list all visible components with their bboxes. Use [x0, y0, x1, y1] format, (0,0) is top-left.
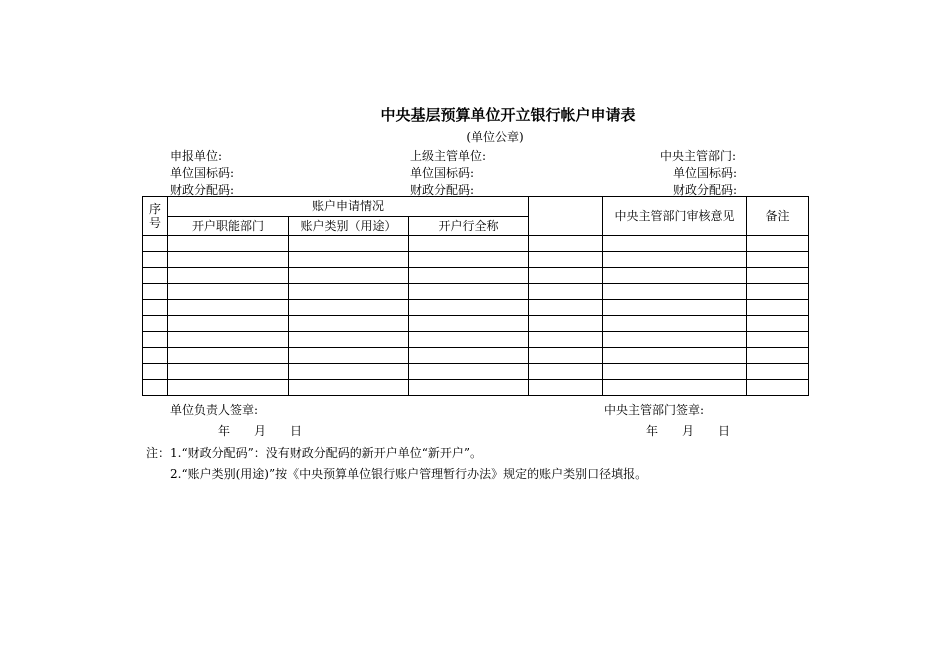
table-cell[interactable]	[289, 332, 409, 348]
date-right: 年 月 日	[646, 424, 731, 438]
table-cell[interactable]	[289, 364, 409, 380]
central-review-header: 中央主管部门审核意见	[603, 197, 747, 236]
table-cell[interactable]	[143, 316, 168, 332]
table-cell[interactable]	[409, 332, 529, 348]
table-row	[143, 380, 809, 396]
blank-header	[529, 197, 603, 236]
table-row	[143, 300, 809, 316]
table-cell[interactable]	[603, 252, 747, 268]
bank-column-header: 开户行全称	[409, 217, 529, 236]
table-cell[interactable]	[603, 284, 747, 300]
table-cell[interactable]	[529, 252, 603, 268]
table-row	[143, 252, 809, 268]
table-cell[interactable]	[409, 348, 529, 364]
table-cell[interactable]	[747, 236, 809, 252]
table-cell[interactable]	[747, 268, 809, 284]
application-table	[142, 196, 809, 396]
table-cell[interactable]	[143, 332, 168, 348]
table-cell[interactable]	[529, 332, 603, 348]
national-code-label-2: 单位国标码:	[410, 166, 475, 180]
table-cell[interactable]	[409, 364, 529, 380]
table-cell[interactable]	[747, 380, 809, 396]
table-cell[interactable]	[529, 284, 603, 300]
table-row	[143, 348, 809, 364]
table-cell[interactable]	[747, 316, 809, 332]
table-cell[interactable]	[289, 284, 409, 300]
table-row	[143, 332, 809, 348]
table-cell[interactable]	[409, 268, 529, 284]
table-cell[interactable]	[409, 316, 529, 332]
table-row	[143, 316, 809, 332]
table-cell[interactable]	[603, 316, 747, 332]
table-cell[interactable]	[747, 252, 809, 268]
table-cell[interactable]	[143, 300, 168, 316]
table-cell[interactable]	[289, 236, 409, 252]
table-cell[interactable]	[168, 380, 289, 396]
table-cell[interactable]	[143, 284, 168, 300]
finance-code-label-1: 财政分配码:	[170, 183, 235, 197]
table-cell[interactable]	[143, 380, 168, 396]
table-cell[interactable]	[409, 284, 529, 300]
table-cell[interactable]	[747, 348, 809, 364]
table-cell[interactable]	[289, 380, 409, 396]
dept-column-header: 开户职能部门	[168, 217, 289, 236]
table-cell[interactable]	[603, 300, 747, 316]
table-cell[interactable]	[143, 236, 168, 252]
table-cell[interactable]	[168, 236, 289, 252]
national-code-label-3: 单位国标码:	[673, 166, 738, 180]
remark-header: 备注	[747, 197, 809, 236]
table-cell[interactable]	[289, 300, 409, 316]
central-signature-label: 中央主管部门签章:	[604, 403, 705, 417]
table-cell[interactable]	[603, 380, 747, 396]
table-cell[interactable]	[168, 268, 289, 284]
account-type-column-header: 账户类别（用途）	[289, 217, 409, 236]
finance-code-label-2: 财政分配码:	[410, 183, 475, 197]
table-row	[143, 364, 809, 380]
table-cell[interactable]	[747, 332, 809, 348]
table-cell[interactable]	[529, 348, 603, 364]
table-cell[interactable]	[603, 364, 747, 380]
superior-dept-label: 上级主管单位:	[410, 149, 487, 163]
form-title: 中央基层预算单位开立银行帐户申请表	[380, 106, 636, 124]
table-cell[interactable]	[529, 364, 603, 380]
table-cell[interactable]	[409, 380, 529, 396]
table-cell[interactable]	[143, 348, 168, 364]
table-cell[interactable]	[143, 252, 168, 268]
table-cell[interactable]	[747, 300, 809, 316]
table-row	[143, 268, 809, 284]
table-row	[143, 236, 809, 252]
table-cell[interactable]	[168, 300, 289, 316]
table-cell[interactable]	[409, 300, 529, 316]
form-subtitle: (单位公章)	[466, 130, 524, 144]
table-cell[interactable]	[603, 348, 747, 364]
table-cell[interactable]	[168, 332, 289, 348]
table-cell[interactable]	[529, 380, 603, 396]
table-row	[143, 284, 809, 300]
table-cell[interactable]	[409, 236, 529, 252]
table-cell[interactable]	[168, 316, 289, 332]
table-cell[interactable]	[529, 300, 603, 316]
table-cell[interactable]	[529, 236, 603, 252]
table-cell[interactable]	[603, 332, 747, 348]
table-cell[interactable]	[168, 364, 289, 380]
seq-header	[143, 197, 168, 236]
table-cell[interactable]	[603, 268, 747, 284]
account-application-header: 账户申请情况	[168, 197, 529, 217]
finance-code-label-3: 财政分配码:	[673, 183, 738, 197]
table-cell[interactable]	[529, 316, 603, 332]
table-cell[interactable]	[289, 316, 409, 332]
note-1: 注：1.“财政分配码”：没有财政分配码的新开户单位“新开户”。	[146, 446, 482, 460]
table-cell[interactable]	[168, 348, 289, 364]
applicant-unit-label: 申报单位:	[170, 149, 223, 163]
central-dept-label: 中央主管部门:	[660, 149, 737, 163]
table-cell[interactable]	[289, 348, 409, 364]
table-cell[interactable]	[409, 252, 529, 268]
table-cell[interactable]	[168, 284, 289, 300]
table-cell[interactable]	[289, 268, 409, 284]
table-cell[interactable]	[603, 236, 747, 252]
unit-signature-label: 单位负责人签章:	[170, 403, 259, 417]
date-left: 年 月 日	[218, 424, 303, 438]
note-2: 2.“账户类别(用途)”按《中央预算单位银行账户管理暂行办法》规定的账户类别口径填报。	[170, 467, 648, 481]
table-cell[interactable]	[747, 364, 809, 380]
table-cell[interactable]	[143, 268, 168, 284]
table-cell[interactable]	[168, 252, 289, 268]
table-cell[interactable]	[143, 364, 168, 380]
table-cell[interactable]	[289, 252, 409, 268]
seq-header-text: 序号	[149, 202, 162, 230]
table-cell[interactable]	[529, 268, 603, 284]
table-cell[interactable]	[747, 284, 809, 300]
national-code-label-1: 单位国标码:	[170, 166, 235, 180]
